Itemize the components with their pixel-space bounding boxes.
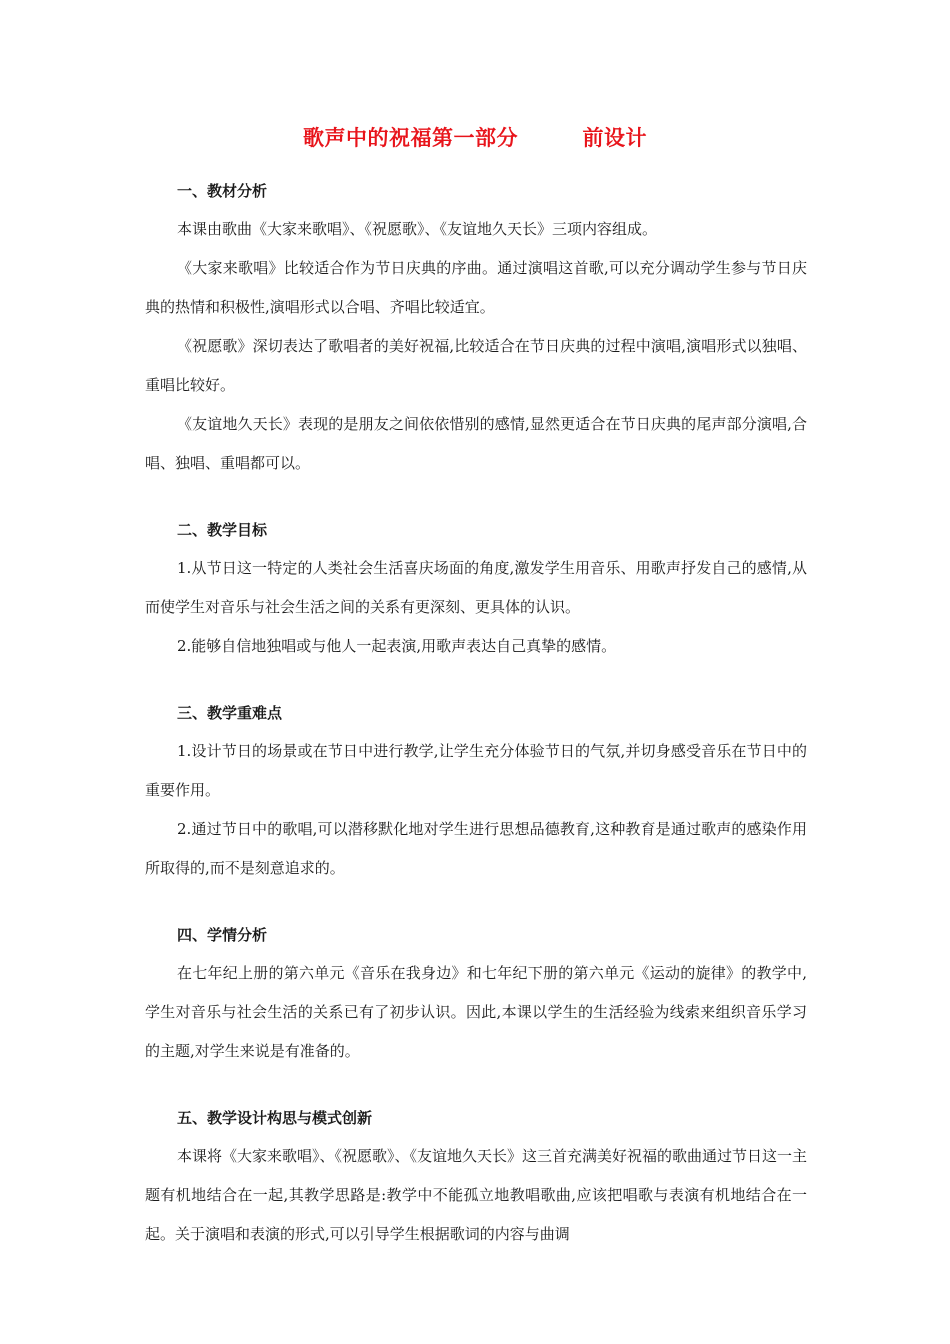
document-title: 歌声中的祝福第一部分 前设计 [303,126,647,150]
section-spacer [145,666,807,694]
paragraph: 《祝愿歌》深切表达了歌唱者的美好祝福,比较适合在节日庆典的过程中演唱,演唱形式以独唱、重唱比较好。 [145,337,807,394]
paragraph: 2.能够自信地独唱或与他人一起表演,用歌声表达自己真挚的感情。 [177,637,617,655]
section-heading: 二、教学目标 [177,521,268,539]
section-heading: 一、教材分析 [177,182,268,200]
document-body [145,172,807,1254]
section-spacer [145,888,807,916]
section-textbook-analysis [145,172,807,483]
section-student-analysis [145,916,807,1071]
paragraph: 2.通过节日中的歌唱,可以潜移默化地对学生进行思想品德教育,这种教育是通过歌声的感染作用所取得的,而不是刻意追求的。 [145,820,807,877]
section-heading: 三、教学重难点 [177,704,283,722]
section-teaching-goals [145,511,807,666]
paragraph: 《大家来歌唱》比较适合作为节日庆典的序曲。通过演唱这首歌,可以充分调动学生参与节日庆典的热情和积极性,演唱形式以合唱、齐唱比较适宜。 [145,259,807,316]
section-design-concept [145,1099,807,1254]
section-spacer [145,483,807,511]
paragraph: 《友谊地久天长》表现的是朋友之间依依惜别的感情,显然更适合在节日庆典的尾声部分演唱,合唱、独唱、重唱都可以。 [145,415,807,472]
section-spacer [145,1071,807,1099]
section-key-difficulties [145,694,807,888]
paragraph: 本课将《大家来歌唱》、《祝愿歌》、《友谊地久天长》这三首充满美好祝福的歌曲通过节日这一主题有机地结合在一起,其教学思路是:教学中不能孤立地教唱歌曲,应该把唱歌与表演有机地结合在一起。关于演唱和表演的形式,可以引导学生根据歌词的内容与曲调 [145,1147,808,1243]
paragraph: 本课由歌曲《大家来歌唱》、《祝愿歌》、《友谊地久天长》三项内容组成。 [177,220,658,238]
paragraph: 1.从节日这一特定的人类社会生活喜庆场面的角度,激发学生用音乐、用歌声抒发自己的感情,从而使学生对音乐与社会生活之间的关系有更深刻、更具体的认识。 [145,559,807,616]
paragraph: 在七年纪上册的第六单元《音乐在我身边》和七年纪下册的第六单元《运动的旋律》的教学中,学生对音乐与社会生活的关系已有了初步认识。因此,本课以学生的生活经验为线索来组织音乐学习的主题,对学生来说是有准备的。 [145,964,807,1060]
paragraph: 1.设计节日的场景或在节日中进行教学,让学生充分体验节日的气氛,并切身感受音乐在节日中的重要作用。 [145,742,807,799]
section-heading: 五、教学设计构思与模式创新 [177,1109,373,1127]
section-heading: 四、学情分析 [177,926,268,944]
